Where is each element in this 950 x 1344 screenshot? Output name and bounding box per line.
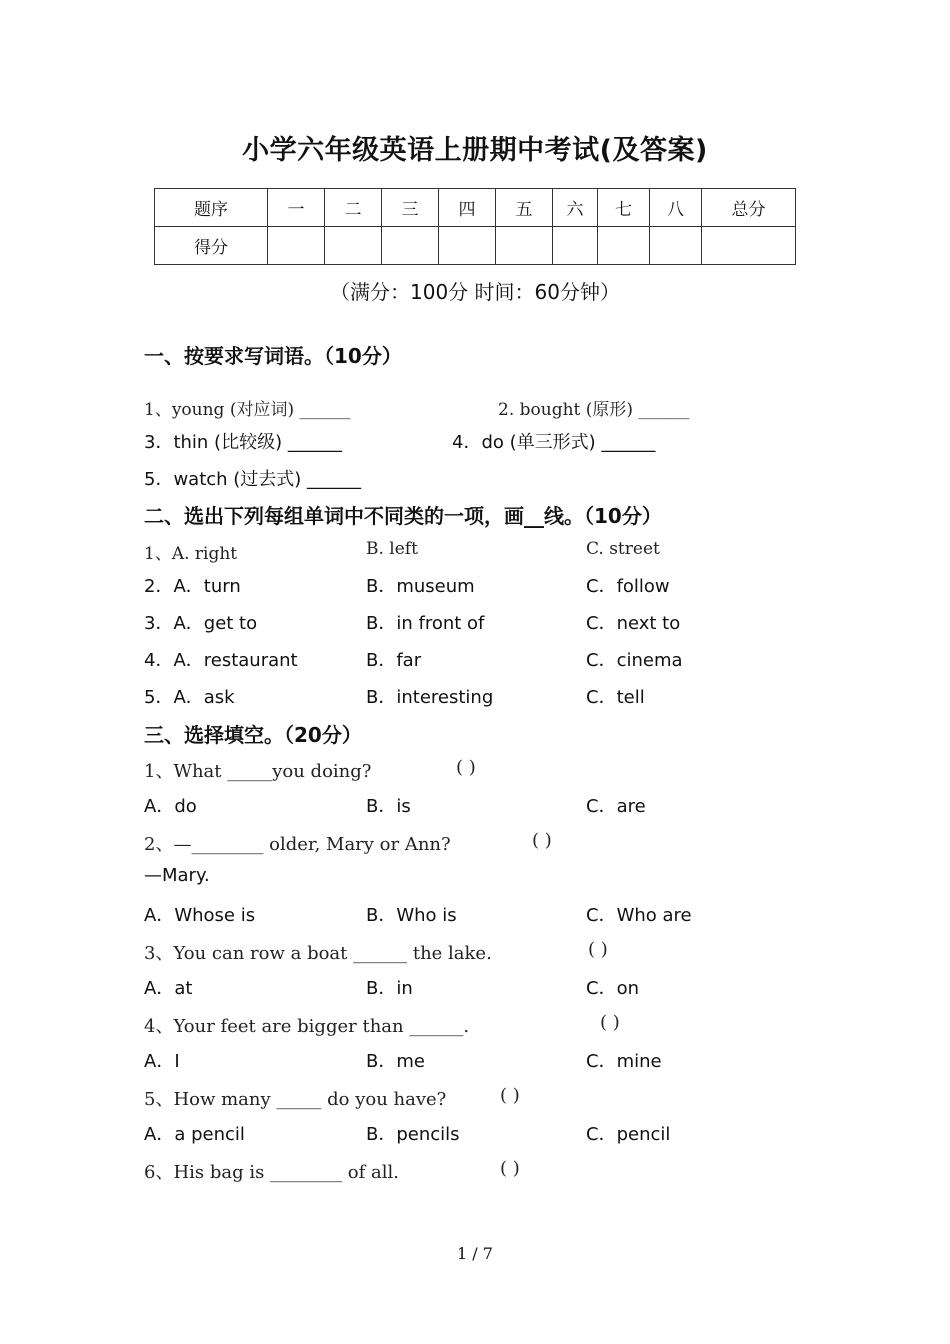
exam-info: （满分：100分 时间：60分钟） [330, 280, 620, 304]
score-cell[interactable] [439, 227, 496, 265]
choice-option: A．do [144, 796, 197, 817]
choice-option: C．mine [586, 1051, 662, 1072]
score-cell[interactable] [598, 227, 650, 265]
score-cell[interactable] [496, 227, 553, 265]
question-text: 5、How many _____ do you have? [144, 1089, 447, 1110]
choice-option: A．I [144, 1051, 180, 1072]
score-cell[interactable] [702, 227, 796, 265]
question-text: 4、Your feet are bigger than ______. [144, 1016, 470, 1037]
answer-paren: ( ) [500, 1085, 520, 1106]
section-heading: 二、选出下列每组单词中不同类的一项，画__线。（10分） [144, 504, 662, 528]
score-header-cell: 七 [598, 189, 650, 227]
choice-option: C. street [586, 539, 660, 559]
score-header-cell: 四 [439, 189, 496, 227]
question-item: 2. bought (原形) ______ [498, 400, 690, 420]
choice-option: B. left [366, 539, 418, 559]
question-text: 3、You can row a boat ______ the lake. [144, 943, 492, 964]
score-header-cell: 二 [325, 189, 382, 227]
choice-option: B．in front of [366, 613, 485, 634]
score-header-cell: 六 [553, 189, 598, 227]
score-table-score-row [155, 227, 796, 265]
choice-option: B．far [366, 650, 422, 671]
question-text: 2、—________ older, Mary or Ann? [144, 834, 451, 855]
score-cell[interactable] [553, 227, 598, 265]
answer-lead: —Mary. [144, 865, 210, 886]
score-cell[interactable] [382, 227, 439, 265]
choice-option: C．cinema [586, 650, 683, 671]
question-item: 4．do (单三形式) ______ [452, 432, 656, 453]
choice-option: A．at [144, 978, 193, 999]
question-text: 1、What _____you doing? [144, 761, 372, 782]
question-text: 6、His bag is ________ of all. [144, 1162, 399, 1183]
choice-option: B．is [366, 796, 411, 817]
choice-option: B．me [366, 1051, 425, 1072]
choice-option: A．a pencil [144, 1124, 245, 1145]
choice-option: C．tell [586, 687, 645, 708]
choice-option: A．Whose is [144, 905, 256, 926]
choice-option: B．Who is [366, 905, 457, 926]
score-header-cell: 总分 [702, 189, 796, 227]
answer-paren: ( ) [532, 830, 552, 851]
choice-option: 3．A．get to [144, 613, 258, 634]
score-header-cell: 五 [496, 189, 553, 227]
score-cell[interactable] [325, 227, 382, 265]
choice-option: C．pencil [586, 1124, 671, 1145]
answer-paren: ( ) [456, 757, 476, 778]
question-item: 1、young (对应词) ______ [144, 400, 351, 420]
score-table-header-row [155, 189, 796, 227]
score-cell[interactable] [268, 227, 325, 265]
choice-option: B．museum [366, 576, 475, 597]
score-header-cell: 八 [650, 189, 702, 227]
page-title: 小学六年级英语上册期中考试(及答案) [242, 135, 708, 166]
page-number: 1 / 7 [457, 1244, 493, 1263]
choice-option: C．are [586, 796, 646, 817]
question-item: 3．thin (比较级) ______ [144, 432, 342, 453]
score-row-label: 得分 [155, 227, 268, 265]
choice-option: B．in [366, 978, 413, 999]
question-item: 5．watch (过去式) ______ [144, 469, 362, 490]
choice-option: C．on [586, 978, 639, 999]
choice-option: B．pencils [366, 1124, 460, 1145]
choice-option: C．next to [586, 613, 681, 634]
choice-option: 2．A．turn [144, 576, 241, 597]
choice-option: 4．A．restaurant [144, 650, 298, 671]
score-header-cell: 一 [268, 189, 325, 227]
choice-option: B．interesting [366, 687, 494, 708]
choice-option: C．follow [586, 576, 670, 597]
choice-option: 5．A．ask [144, 687, 235, 708]
section-heading: 一、按要求写词语。（10分） [144, 344, 402, 368]
answer-paren: ( ) [588, 939, 608, 960]
score-header-cell: 三 [382, 189, 439, 227]
answer-paren: ( ) [500, 1158, 520, 1179]
choice-option: C．Who are [586, 905, 692, 926]
section-heading: 三、选择填空。（20分） [144, 723, 362, 747]
score-header-cell: 题序 [155, 189, 268, 227]
answer-paren: ( ) [600, 1012, 620, 1033]
score-cell[interactable] [650, 227, 702, 265]
score-table [154, 188, 796, 265]
choice-option: 1、A. right [144, 544, 238, 564]
